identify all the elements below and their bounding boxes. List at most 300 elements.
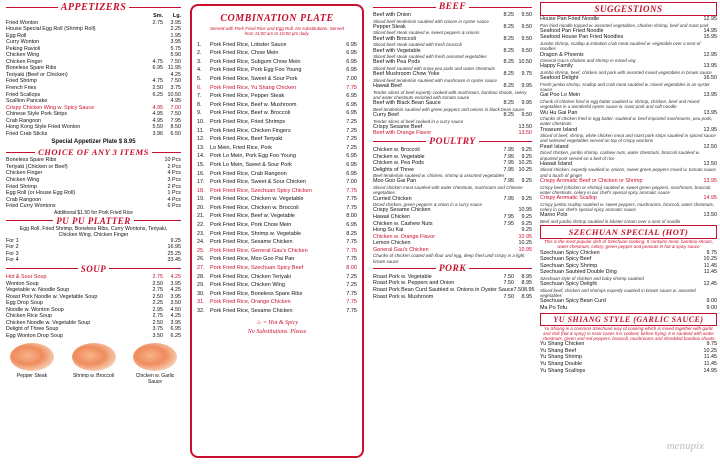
item-name: Curry Beef <box>373 112 399 119</box>
item-name: Chicken Finger <box>6 170 43 177</box>
item-sm: 6.25 <box>152 91 163 98</box>
item-lg: 7.95 <box>170 117 181 124</box>
item-name: Chicken Rice Soup <box>6 313 52 320</box>
item-number: 13. <box>197 144 205 151</box>
item-name: Hong Su Kai <box>373 227 404 234</box>
suggestions-title: SUGGESTIONS <box>594 4 663 14</box>
item-name: For 4 <box>6 257 19 264</box>
combo-row <box>197 109 357 118</box>
item-number: 18. <box>197 187 205 194</box>
item-name: Gai Poo Lo Mein <box>540 92 581 99</box>
combo-row <box>197 75 357 84</box>
item-price: 6.95 <box>346 58 357 65</box>
item-lg: 4.25 <box>170 313 181 320</box>
item-name: Chicken w. Vegetable <box>373 153 425 160</box>
item-sm: 4.95 <box>152 111 163 118</box>
item-number: 21. <box>197 213 205 220</box>
pork-list <box>373 273 535 300</box>
item-name: Szechuan Spicy Beef <box>540 256 592 263</box>
item-name: Fried Crab Sticks <box>6 130 48 137</box>
combination-list <box>197 41 357 316</box>
item-name: Crispy Aromatic Scallop <box>540 195 597 202</box>
item-number: 2. <box>197 50 202 57</box>
combo-row <box>197 135 357 144</box>
beef-row <box>373 83 532 90</box>
item-lg: 8.50 <box>170 124 181 131</box>
item-description: Sliced beef steak sautéed w. sweet peppers & onions <box>373 30 480 36</box>
item-price: 7.75 <box>346 204 357 211</box>
item-sm: 7.50 <box>503 293 514 300</box>
dish-image <box>72 343 116 371</box>
item-name: Chicken w. Cashew Nuts <box>373 220 433 227</box>
pupu-title: PU PU PLATTER <box>56 215 131 226</box>
item-sm: 3.96 <box>152 130 163 137</box>
item-sm: 6.95 <box>152 65 163 72</box>
item-name: Scallion Pancake <box>6 98 48 105</box>
item-name: Szechuan Spicy Chicken <box>540 249 600 256</box>
item-name: House Special Egg Roll (Shrimp Roll) <box>6 26 96 33</box>
item-name: Pork Fried Rice, Pepper Steak <box>210 93 285 100</box>
item-price: 7.75 <box>346 84 357 91</box>
poultry-header <box>373 137 532 147</box>
item-name: Seafood Pan Fried Noodle <box>540 27 604 34</box>
item-lg: 3.95 <box>170 293 181 300</box>
item-lg: 10.50 <box>167 91 181 98</box>
item-name: For 3 <box>6 250 19 257</box>
item-name: Pork Fried Rice, Sesame Chicken <box>210 239 293 246</box>
beef-row <box>373 59 532 66</box>
szechuan-row <box>540 281 717 288</box>
choice-note: Additional $1.50 for Pork Fried Rice <box>54 209 133 216</box>
combo-row <box>197 255 357 264</box>
pupu-header <box>6 216 181 226</box>
item-price: 12.50 <box>703 160 717 167</box>
item-name: Egg Drop Soup <box>6 300 43 307</box>
item-name: Chicken Wing <box>6 52 40 59</box>
no-substitutions: No Substitutions. Please <box>247 328 307 335</box>
suggestion-row <box>540 75 717 82</box>
item-number: 25. <box>197 247 205 254</box>
item-lg: 9.25 <box>521 214 532 220</box>
item-sm: 8.25 <box>503 23 514 30</box>
dish-image <box>133 343 177 371</box>
item-number: 24. <box>197 239 205 246</box>
appetizers-col-header: Sm. Lg. <box>153 13 181 19</box>
item-price: 8.00 <box>346 265 357 272</box>
item-lg: 3.75 <box>170 85 181 92</box>
item-name: Yu Shang Scallops <box>540 367 586 374</box>
item-lg: 4.25 <box>170 273 181 280</box>
item-price: 25.25 <box>167 250 181 257</box>
item-name: Pork Fried Rice, Moo Goo Pai Pan <box>210 256 295 263</box>
item-lg: 9.25 <box>521 146 532 153</box>
item-price: 9.75 <box>706 341 717 348</box>
item-lg: 3.95 <box>170 319 181 326</box>
item-price: 12.50 <box>703 143 717 150</box>
soup-list <box>6 274 181 339</box>
item-name: Crispy Aromatic Beef or Chicken or Shrimp <box>540 178 643 185</box>
item-name: Hot & Sour Soup <box>6 273 47 280</box>
item-price: 6.95 <box>346 153 357 160</box>
combo-row <box>197 49 357 58</box>
item-sm: 7.95 <box>503 195 514 202</box>
beef-row <box>373 100 532 107</box>
pupu-list <box>6 238 181 264</box>
item-name: Wonton Soup <box>6 280 39 287</box>
item-sm: 4.95 <box>152 117 163 124</box>
item-price: 9.25 <box>170 237 181 244</box>
combo-row <box>197 118 357 127</box>
item-name: House Pan Fried Noodle <box>540 16 600 22</box>
item-pc: 6 Pcs <box>167 203 181 210</box>
combo-row <box>197 127 357 136</box>
item-price: 33.45 <box>167 257 181 264</box>
choice-title: CHOICE OF ANY 3 ITEMS <box>38 147 149 158</box>
item-sm: 8.25 <box>503 59 514 66</box>
item-lg: 6.25 <box>170 332 181 339</box>
item-name: Szechuan Spicy Bean Curd <box>540 298 606 305</box>
item-lg: 9.50 <box>521 47 532 54</box>
appetizer-row <box>6 131 181 138</box>
item-name: Pork Fried Rice, Yu Shang Chicken <box>210 84 297 91</box>
item-lg: 7.00 <box>170 104 181 111</box>
combo-row <box>197 247 357 256</box>
item-name: Boneless Spare Ribs <box>6 157 57 164</box>
item-lg: 7.50 <box>170 78 181 85</box>
combo-row <box>197 41 357 50</box>
item-price: 7.25 <box>346 127 357 134</box>
item-name: Seafood Delight <box>540 75 579 82</box>
item-name: Szechuan Spicy Delight <box>540 281 597 288</box>
item-name: Pork Fried Rice, Chicken Teriyaki <box>210 273 291 280</box>
pork-row <box>373 294 532 301</box>
item-lg: 7.50 <box>170 111 181 118</box>
item-description: Fresh jumbo shrimp, scallop and crab meat sautéed w. mixed vegetables in an oyster sauce <box>540 81 710 93</box>
item-description: Chunks of chicken fried in egg batter, sautéed w. beef imported mushrooms, pea pods, water chestnuts <box>540 116 713 127</box>
szechuan-row <box>540 305 717 312</box>
item-name: Pork Fried Rice, Boneless Spare Ribs <box>210 290 303 297</box>
item-description: Chunk of chicken fried in egg batter sautéed w. shrimp, chicken, beef and mixed vegetables in a wonderful oyster sauce w. roast pork and soft noodle <box>540 98 700 110</box>
item-price: 12.95 <box>703 51 717 58</box>
item-number: 19. <box>197 196 205 203</box>
item-number: 5. <box>197 75 202 82</box>
item-name: Vegetable w. Noodle Soup <box>6 287 70 294</box>
item-name: Happy Family <box>540 63 573 70</box>
item-name: Pork Fried Rice, Chicken w. Vegetable <box>210 196 304 203</box>
item-description: Beef tenderloin sautéed with green peppers and onions in black bean sauce <box>373 106 525 112</box>
combo-row <box>197 84 357 93</box>
item-description: Tender slices of beef cooked in a curry sauce <box>373 118 464 124</box>
item-name: Beef with Onion <box>373 12 412 18</box>
item-description: Szechuan style of chicken and baby shrimp sautéed <box>540 275 644 281</box>
item-pc: 4 Pcs <box>167 196 181 203</box>
combo-row <box>197 298 357 307</box>
item-description: Diced chicken, green peppers & onion in a curry sauce <box>373 202 483 208</box>
szechuan-row <box>540 269 717 276</box>
item-name: French Fries <box>6 85 37 92</box>
beef-list <box>373 12 532 137</box>
item-lg: 4.25 <box>170 287 181 294</box>
item-name: Peking Ravioli <box>6 45 41 52</box>
item-description: Sliced beef steak sautéed with fresh broccoli <box>373 42 462 48</box>
item-sm: 2.95 <box>152 306 163 313</box>
item-price: 13.50 <box>703 212 717 219</box>
item-number: 3. <box>197 58 202 65</box>
appetizers-panel <box>0 0 185 466</box>
item-lg: 3.95 <box>170 19 181 26</box>
item-price: 7.75 <box>346 308 357 314</box>
item-price: 7.75 <box>346 256 357 263</box>
item-name: Roast Pork Bean Curd Sautéed w. Onions in Oyster Sauce <box>373 286 514 293</box>
item-number: 11. <box>197 127 205 134</box>
item-name: Fried Scallops <box>6 91 41 98</box>
item-sm: 2.25 <box>152 300 163 307</box>
photo-strip <box>6 343 181 385</box>
item-name: Chicken w. Broccoli <box>373 146 420 153</box>
combo-row <box>197 221 357 230</box>
item-pc: 2 Pcs <box>167 163 181 170</box>
yushang-list <box>540 341 717 374</box>
combo-row <box>197 195 357 204</box>
choice-row <box>6 203 181 210</box>
item-description: Jumbo shrimp, beef, chicken and pork with assorted mixed vegetables in brown sauce <box>540 69 712 75</box>
item-name: Roast Pork w. Mushroom <box>373 293 434 300</box>
item-price: 7.25 <box>346 282 357 289</box>
suggestion-row <box>540 63 717 70</box>
item-name: Pork Fried Rice, Pork Chow Mein <box>210 222 292 229</box>
item-description: Sliced chicken, expertly sautéed w. onions, sweet green peppers mixed w. tomato sauce and a touch of ginger <box>540 167 716 178</box>
item-name: Fried Shrimp <box>6 183 37 190</box>
combo-row <box>197 144 357 153</box>
item-lg: 9.75 <box>521 71 532 78</box>
item-lg: 9.25 <box>521 195 532 202</box>
combo-row <box>197 281 357 290</box>
item-name: Pork Fried Rice, Chow Mein <box>210 50 279 57</box>
item-name: Pork Fried Rice, Pork Egg Foo Young <box>210 67 302 74</box>
item-description: Sliced beef tenderloin sautéed with onions in oyster sauce <box>373 18 489 24</box>
suggestion-row <box>540 92 717 99</box>
item-price: 8.25 <box>346 230 357 237</box>
item-name: Beef with Orange Flavor <box>373 130 432 137</box>
item-pc: 3 Pcs <box>167 177 181 184</box>
beef-row <box>373 112 532 119</box>
item-price: 6.95 <box>346 50 357 57</box>
item-lg: 8.95 <box>524 286 535 293</box>
item-number: 30. <box>197 290 205 297</box>
item-price: 6.95 <box>346 161 357 168</box>
item-price: 6.95 <box>346 93 357 100</box>
item-lg: 7.50 <box>170 58 181 65</box>
item-number: 15. <box>197 161 205 168</box>
suggestion-row <box>540 34 717 41</box>
item-lg: 11.95 <box>167 65 181 72</box>
item-pc: 2 Pcs <box>167 183 181 190</box>
item-name: Szechuan Sautéed Double Ding <box>540 269 617 276</box>
item-lg: 9.50 <box>521 12 532 18</box>
item-name: Roast Pork w. Peppers and Onion <box>373 280 455 287</box>
item-price: 7.00 <box>346 179 357 186</box>
combo-row <box>197 92 357 101</box>
item-number: 12. <box>197 136 205 143</box>
combo-row <box>197 161 357 170</box>
item-name: Beef Mushroom Chow Yoke <box>373 71 440 78</box>
item-lg: 9.25 <box>521 178 532 185</box>
item-price: 11.45 <box>703 262 717 269</box>
item-name: Ma Po Tofu <box>540 304 568 311</box>
item-name: Noodle w. Wonton Soup <box>6 306 64 313</box>
item-price: 11.45 <box>703 354 717 361</box>
item-lg: 9.25 <box>521 220 532 227</box>
item-name: Maroo Pols <box>540 212 568 219</box>
item-sm: 2.75 <box>152 19 163 26</box>
suggestions-panel <box>536 0 720 466</box>
item-number: 29. <box>197 282 205 289</box>
item-price: 6.95 <box>346 41 357 48</box>
item-description: Sliced beef tenderloin sautéed with mushroom in oyster sauce <box>373 77 497 83</box>
item-name: Boneless Spare Ribs <box>6 65 57 72</box>
dish-image <box>10 343 54 371</box>
item-number: 22. <box>197 222 205 229</box>
item-lg: 9.25 <box>521 153 532 160</box>
item-name: Egg Roll <box>6 32 27 39</box>
item-description: Sliced beef sautéed with snow pea pods and water chestnuts <box>373 65 495 71</box>
item-number: 6. <box>197 84 202 91</box>
special-platter: Special Appetizer Plate $ 8.95 <box>51 139 136 146</box>
item-name: Teriyaki (Chicken or Beef) <box>6 163 68 170</box>
item-number: 7. <box>197 93 202 100</box>
item-price: 14.95 <box>703 195 717 202</box>
item-lg: 5.75 <box>170 45 181 52</box>
item-number: 28. <box>197 273 205 280</box>
combo-row <box>197 273 357 282</box>
item-number: 4. <box>197 67 202 74</box>
soup-row <box>6 333 181 340</box>
photo-pepper-steak: Pepper Steak <box>6 343 58 385</box>
item-lg: 3.50 <box>170 300 181 307</box>
item-sm: 2.75 <box>152 273 163 280</box>
soup-header <box>6 264 181 274</box>
item-lg: 4.95 <box>170 98 181 105</box>
item-name: Chicken Finger <box>6 58 43 65</box>
item-pc: 10 Pcs <box>164 157 181 164</box>
item-name: Pork Lo Mein, Sweet & Sour Pork <box>210 161 292 168</box>
item-number: 23. <box>197 230 205 237</box>
item-price: 6.95 <box>346 222 357 229</box>
item-name: For 1 <box>6 237 19 244</box>
item-lg: 13.50 <box>518 123 532 130</box>
item-sm: 7.95 <box>503 214 514 220</box>
item-number: 14. <box>197 153 205 160</box>
chili-icon: ♨ <box>255 319 262 326</box>
item-name: Hawaii Chicken <box>373 214 411 220</box>
item-name: Pork Fried Rice, Beef w. Vegetable <box>210 213 295 220</box>
item-lg: 3.95 <box>170 280 181 287</box>
item-name: Pork Fried Rice, General Gau's Chicken <box>210 247 308 254</box>
item-name: Yu Shang Double <box>540 361 582 368</box>
item-lg: 6.95 <box>170 326 181 333</box>
szechuan-desc: This is the most popular dish of Szechuan cooking. It contains meat, bamboo shoots, water chestnuts, celery, green pepper and peanuts in hot & spicy sauce <box>543 239 714 250</box>
pork-title: PORK <box>438 263 467 274</box>
yushang-row <box>540 368 717 375</box>
item-lg: 9.95 <box>521 83 532 90</box>
item-name: Wu Hu Gai Pan <box>540 109 578 116</box>
item-name: Yu Shang Shrimp <box>540 354 582 361</box>
item-price: 8.00 <box>346 213 357 220</box>
item-description: Jumbo shrimp, scallop & imitation crab meat sautéed w. vegetable over a nest of noodles <box>540 40 701 52</box>
combo-row <box>197 307 357 316</box>
item-sm: 7.95 <box>503 146 514 153</box>
suggestions-box <box>540 2 717 16</box>
item-name: Fried Wonton <box>6 19 39 26</box>
yushang-desc: Yu Shiang is a common Szechuan way of cooking which is mixed together with garlic and chili (hot & spicy) in most cases it is cooked, before frying. It is sautéed with water chestnuts, green and red peppers, broccoli, mushrooms and shredded bamboo shoots <box>542 325 715 342</box>
item-description: Diced chicken, jumbo shrimp, cashew nuts, water chestnuts, broccoli sautéed w. imported pork served on a bed of rice <box>540 150 700 161</box>
item-lg: 5.90 <box>170 52 181 59</box>
item-name: Treasure Island <box>540 126 578 133</box>
soup-title: SOUP <box>80 263 107 274</box>
yushang-box <box>540 313 717 326</box>
item-name: Seafood House Pan Fried Noodles <box>540 34 624 41</box>
item-price: 12.95 <box>703 16 717 22</box>
item-pc: 1 Pcs <box>167 190 181 197</box>
combination-desc: Served with Pork Fried Rice and Egg Roll. No substitutions. Served from 11:00 am to 10:00 pm daily. <box>209 26 345 37</box>
item-sm: 8.25 <box>503 112 514 119</box>
item-sm: 7.95 <box>503 178 514 185</box>
item-name: Curried Chicken <box>373 195 412 202</box>
item-description: Sliced beef steak sautéed with fresh assorted vegetables <box>373 54 487 60</box>
item-sm: 3.75 <box>152 326 163 333</box>
item-name: Egg Roll (or House Egg Roll) <box>6 190 76 197</box>
item-price: 13.95 <box>703 63 717 70</box>
item-lg: 9.50 <box>521 23 532 30</box>
item-name: Pork Fried Rice, Sweet & Sour Chicken <box>210 179 306 186</box>
item-name: General Gau's Chicken <box>373 246 429 253</box>
item-description: Pan fried noodle topped w. assorted vegetables, chicken shrimp, beef and roast pork <box>540 22 709 28</box>
poultry-title: POULTRY <box>429 136 476 147</box>
item-name: Pepper Steak <box>373 23 406 30</box>
item-price: 16.50 <box>703 75 717 82</box>
photo-shrimp-broccoli: Shrimp w. Broccoli <box>68 343 120 385</box>
item-lg: 3.95 <box>170 39 181 46</box>
item-number: 32. <box>197 308 205 314</box>
item-number: 26. <box>197 256 205 263</box>
item-price: 9.00 <box>706 298 717 305</box>
pupu-desc: Egg Roll, Fried Shrimp, Boneless Ribs, Curry Wontons, Teriyaki, Chicken Wing, Chicken Finger <box>19 225 168 238</box>
beef-row <box>373 71 532 78</box>
item-name: Pork Fried Rice, Beef w. Mushroom <box>210 101 297 108</box>
item-price: 10.25 <box>703 256 717 263</box>
item-name: Pork Fried Rice, Szechuan Spicy Chicken <box>210 187 312 194</box>
beef-poultry-panel <box>369 0 535 466</box>
item-number: 17. <box>197 179 205 186</box>
beef-row <box>373 12 532 19</box>
item-sm <box>496 130 514 137</box>
combo-row <box>197 264 357 273</box>
item-description: Sliced chicken meat sautéed with water chestnuts, mushroom and Chinese vegetables <box>373 185 523 196</box>
item-price: 7.75 <box>346 299 357 306</box>
item-name: Chicken Wing <box>6 177 40 184</box>
item-lg: 9.25 <box>521 227 532 234</box>
item-name: Chinese Style Pork Strips <box>6 111 68 118</box>
item-name: Pork Fried Rice, Chicken Fingers <box>210 127 291 134</box>
combo-row <box>197 212 357 221</box>
item-price: 13.95 <box>703 109 717 116</box>
item-price: 7.75 <box>346 187 357 194</box>
item-name: Pork Fried Rice, Subgum Chow Mein <box>210 58 301 65</box>
item-sm: 8.25 <box>503 12 514 18</box>
suggestion-row <box>540 16 717 23</box>
item-description: Beef tenderloin sautéed w. chicken, shrimp & assorted vegetables <box>373 173 505 179</box>
item-name: Crispy Chicken Wing w. Spicy Sauce <box>6 104 95 111</box>
